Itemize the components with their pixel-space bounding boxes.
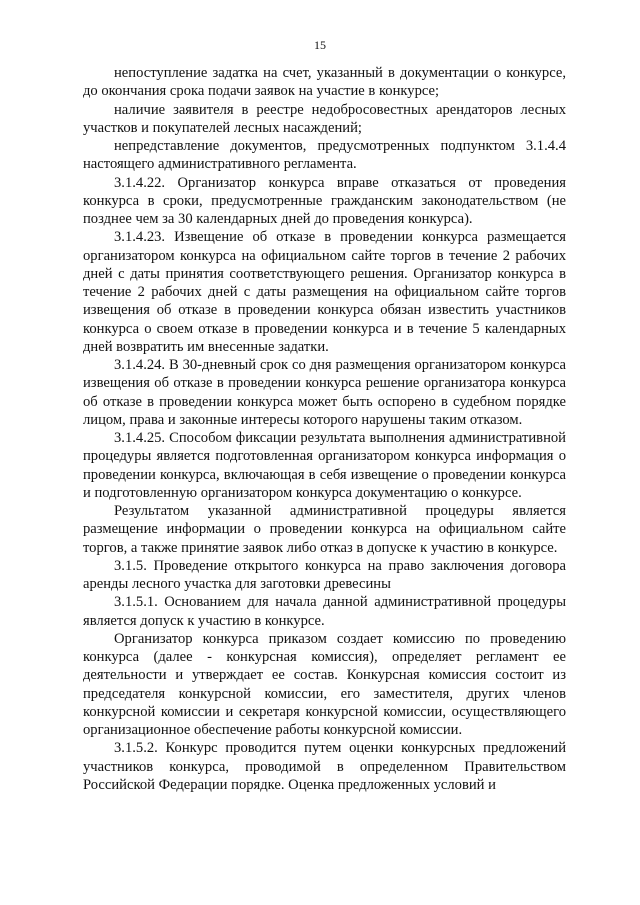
paragraph-3-1-5-1: 3.1.5.1. Основанием для начала данной административной процедуры является допуск к участию в конкурсе.	[83, 594, 566, 629]
paragraph-3-1-4-23: 3.1.4.23. Извещение об отказе в проведении конкурса размещается организатором конкурса на официальном сайте торгов в течение 2 рабочих дней с даты принятия соответствующего решения. Организатор конкурса в течение 2 рабочих дней с даты размещения на официальном сайте торгов извещения об отказе в проведении конкурса обязан известить участников конкурса о своем отказе в проведении конкурса и в течение 5 календарных дней возвратить им внесенные задатки.	[83, 229, 566, 355]
paragraph-commission: Организатор конкурса приказом создает комиссию по проведению конкурса (далее - конкурсная комиссия), определяет регламент ее деятельности и утверждает ее состав. Конкурсная комиссия состоит из председателя конкурсной комиссии, его заместителя, других членов конкурсной комиссии и секретаря конкурсной комиссии, осуществляющего организационное обеспечение работы конкурсной комиссии.	[83, 630, 566, 738]
paragraph-unscrupulous-registry: наличие заявителя в реестре недобросовестных арендаторов лесных участков и покупателей лесных насаждений;	[83, 101, 566, 136]
paragraph-3-1-4-24: 3.1.4.24. В 30-дневный срок со дня размещения организатором конкурса извещения об отказе в проведении конкурса решение организатора конкурса об отказе в проведении конкурса может быть оспорено в судебном порядке лицом, права и законные интересы которого нарушены таким отказом.	[83, 357, 566, 428]
paragraph-3-1-4-22: 3.1.4.22. Организатор конкурса вправе отказаться от проведения конкурса в сроки, предусмотренные гражданским законодательством (не позднее чем за 30 календарных дней до проведения конкурса).	[83, 174, 566, 227]
paragraph-procedure-result: Результатом указанной административной процедуры является размещение информации о проведении конкурса на официальном сайте торгов, а также принятие заявок либо отказ в допуске к участию в конкурсе.	[83, 503, 566, 556]
document-body	[83, 64, 566, 794]
page-number: 15	[314, 38, 326, 52]
paragraph-3-1-4-25: 3.1.4.25. Способом фиксации результата выполнения административной процедуры является подготовленная организатором конкурса информация о проведении конкурса, включающая в себя извещение о проведении конкурса и подготовленную организатором конкурса документацию о конкурсе.	[83, 430, 566, 501]
paragraph-3-1-5-2: 3.1.5.2. Конкурс проводится путем оценки конкурсных предложений участников конкурса, проводимой в определенном Правительством Российской Федерации порядке. Оценка предложенных условий и	[83, 740, 566, 793]
paragraph-documents-not-submitted: непредставление документов, предусмотренных подпунктом 3.1.4.4 настоящего административного регламента.	[83, 138, 566, 173]
paragraph-deposit-not-received: непоступление задатка на счет, указанный в документации о конкурсе, до окончания срока подачи заявок на участие в конкурсе;	[83, 65, 566, 100]
section-heading-3-1-5: 3.1.5. Проведение открытого конкурса на право заключения договора аренды лесного участка для заготовки древесины	[83, 557, 566, 592]
